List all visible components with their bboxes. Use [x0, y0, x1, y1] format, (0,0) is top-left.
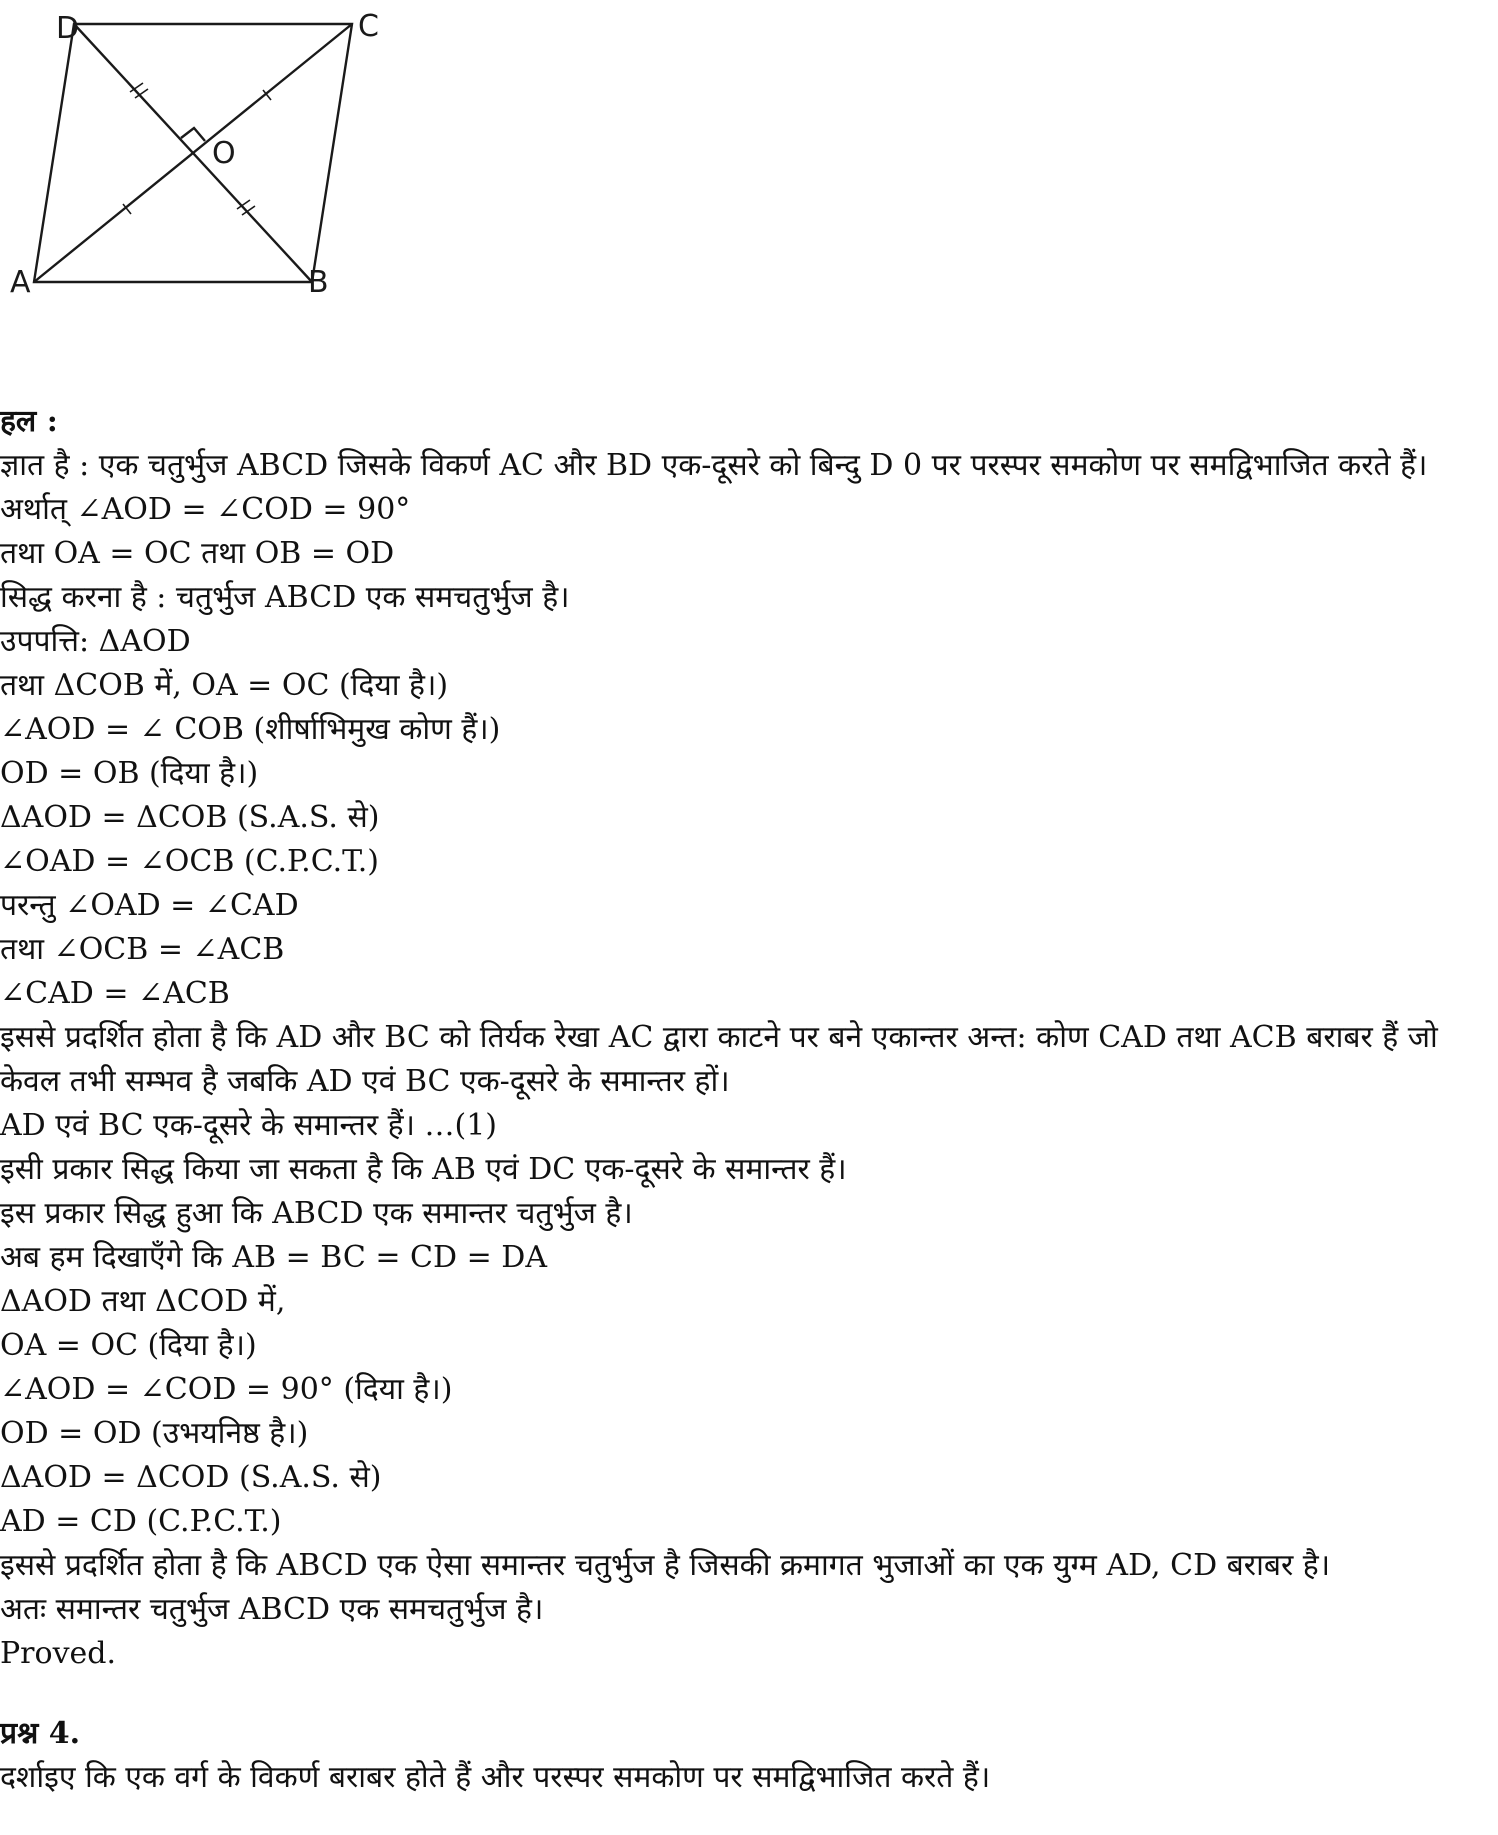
diagonal-bd: [74, 24, 312, 282]
solution-line: सिद्ध करना है : चतुर्भुज ABCD एक समचतुर्भुज है।: [0, 580, 570, 615]
solution-line: ∠AOD = ∠COD = 90° (दिया है।): [0, 1372, 453, 1407]
solution-line: परन्तु ∠OAD = ∠CAD: [0, 888, 299, 923]
solution-line: इस प्रकार सिद्ध हुआ कि ABCD एक समान्तर चतुर्भुज है।: [0, 1196, 633, 1231]
solution-line: OD = OD (उभयनिष्ठ है।): [0, 1416, 309, 1451]
solution-line: ज्ञात है : एक चतुर्भुज ABCD जिसके विकर्ण AC और BD एक-दूसरे को बिन्दु D 0 पर परस्पर समकोण पर समद्विभाजित करते हैं।: [0, 448, 1428, 483]
solution-line: ∠OAD = ∠OCB (C.P.C.T.): [0, 844, 379, 879]
proved-line: Proved.: [0, 1636, 117, 1671]
solution-line: तथा ΔCOB में, OA = OC (दिया है।): [0, 668, 449, 703]
solution-line: ∠CAD = ∠ACB: [0, 976, 230, 1011]
solution-line: ΔAOD तथा ΔCOD में,: [0, 1284, 286, 1319]
rhombus-figure: [0, 0, 400, 300]
solution-heading: हल :: [0, 404, 58, 439]
solution-line: ΔAOD = ΔCOD (S.A.S. से): [0, 1460, 382, 1495]
vertex-label-o: O: [212, 136, 236, 171]
solution-line: ΔAOD = ΔCOB (S.A.S. से): [0, 800, 380, 835]
solution-line: AD एवं BC एक-दूसरे के समान्तर हैं। …(1): [0, 1108, 497, 1143]
solution-line: OD = OB (दिया है।): [0, 756, 259, 791]
vertex-label-d: D: [56, 11, 80, 46]
solution-section: [0, 400, 1496, 1800]
solution-line: तथा OA = OC तथा OB = OD: [0, 536, 395, 571]
solution-line: तथा ∠OCB = ∠ACB: [0, 932, 285, 967]
vertex-label-c: C: [358, 9, 379, 44]
solution-line: इससे प्रदर्शित होता है कि AD और BC को तिर्यक रेखा AC द्वारा काटने पर बने एकान्तर अन्त: कोण CAD तथा ACB बराबर हैं जो केवल तभी सम्भव है जबकि AD एवं BC एक-दूसरे के समान्तर हों।: [0, 1020, 1448, 1099]
solution-line: उपपत्ति: ΔAOD: [0, 624, 191, 659]
solution-line: अतः समान्तर चतुर्भुज ABCD एक समचतुर्भुज है।: [0, 1592, 544, 1627]
question-heading: प्रश्न 4.: [0, 1716, 81, 1751]
solution-line: इसी प्रकार सिद्ध किया जा सकता है कि AB एवं DC एक-दूसरे के समान्तर हैं।: [0, 1152, 847, 1187]
solution-line: AD = CD (C.P.C.T.): [0, 1504, 282, 1539]
solution-line: OA = OC (दिया है।): [0, 1328, 257, 1363]
vertex-label-a: A: [10, 265, 31, 300]
solution-line: इससे प्रदर्शित होता है कि ABCD एक ऐसा समान्तर चतुर्भुज है जिसकी क्रमागत भुजाओं का एक युग्म AD, CD बराबर है।: [0, 1548, 1331, 1583]
right-angle-marker: [181, 128, 205, 141]
solution-line: अर्थात् ∠AOD = ∠COD = 90°: [0, 492, 411, 527]
solution-line: अब हम दिखाएँगे कि AB = BC = CD = DA: [0, 1240, 547, 1275]
section-gap: [0, 1676, 1496, 1712]
vertex-label-b: B: [308, 265, 329, 300]
double-tick-od: [130, 83, 148, 98]
question-text: दर्शाइए कि एक वर्ग के विकर्ण बराबर होते हैं और परस्पर समकोण पर समद्विभाजित करते हैं।: [0, 1760, 991, 1795]
solution-line: ∠AOD = ∠ COB (शीर्षाभिमुख कोण हैं।): [0, 712, 501, 747]
